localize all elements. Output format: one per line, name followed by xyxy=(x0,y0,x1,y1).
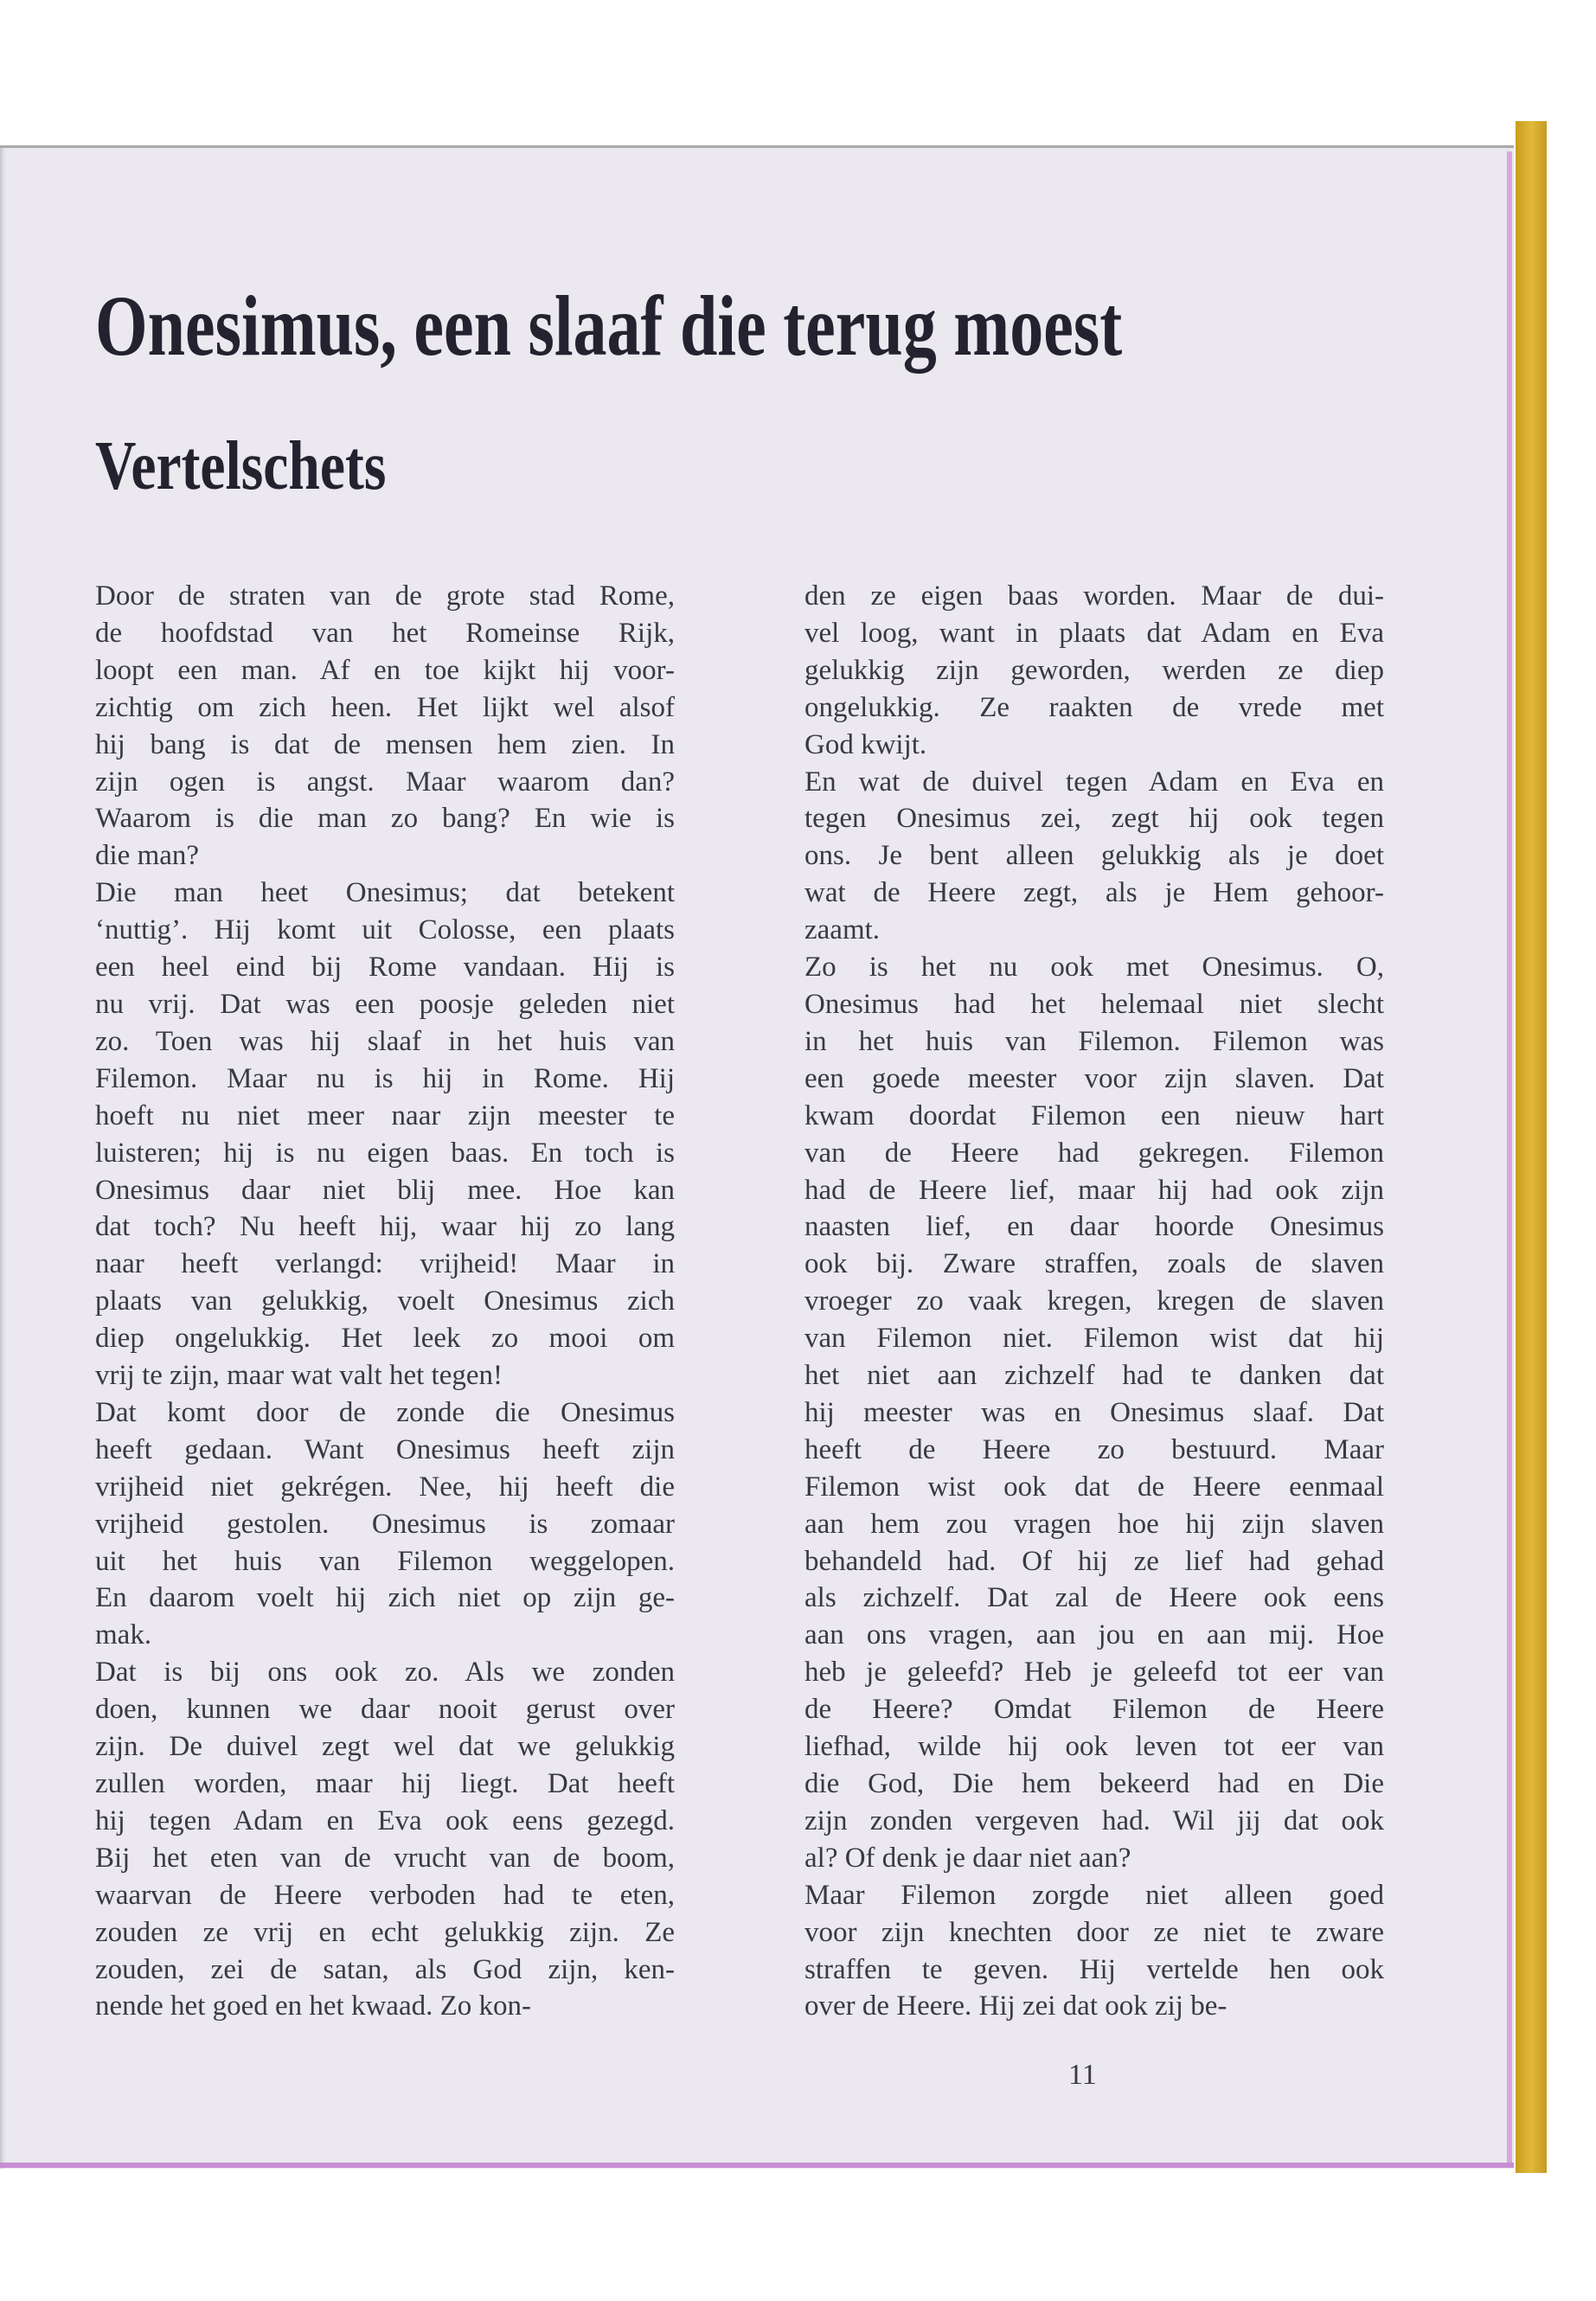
text-line: de hoofdstad van het Romeinse Rijk, xyxy=(95,617,675,649)
book-cover-edge xyxy=(1516,121,1547,2173)
text-line: heb je geleefd? Heb je geleefd tot eer van xyxy=(804,1657,1384,1689)
paragraph xyxy=(95,875,675,1394)
text-line: straffen te geven. Hij vertelde hen ook xyxy=(804,1953,1384,1985)
text-line: Filemon wist ook dat de Heere eenmaal xyxy=(804,1471,1384,1503)
text-line: nende het goed en het kwaad. Zo kon- xyxy=(95,1990,531,2022)
text-line: vel loog, want in plaats dat Adam en Eva xyxy=(804,617,1384,649)
text-line: loopt een man. Af en toe kijkt hij voor- xyxy=(95,654,675,686)
text-line: behandeld had. Of hij ze lief had gehad xyxy=(804,1545,1384,1577)
text-line: Dat is bij ons ook zo. Als we zonden xyxy=(95,1657,675,1689)
text-line: God kwijt. xyxy=(804,728,927,760)
text-line: naasten lief, en daar hoorde Onesimus xyxy=(804,1211,1384,1243)
text-column-right xyxy=(804,578,1384,2025)
text-line: wat de Heere zegt, als je Hem gehoor- xyxy=(804,877,1384,909)
text-line: zouden ze vrij en echt gelukkig zijn. Ze xyxy=(95,1916,675,1948)
text-line: de Heere? Omdat Filemon de Heere xyxy=(804,1694,1384,1726)
text-line: vrijheid gestolen. Onesimus is zomaar xyxy=(95,1508,675,1540)
paragraph xyxy=(95,578,675,875)
text-line: Bij het eten van de vrucht van de boom, xyxy=(95,1842,675,1874)
text-line: den ze eigen baas worden. Maar de dui- xyxy=(804,580,1384,612)
text-line: over de Heere. Hij zei dat ook zij be- xyxy=(804,1990,1227,2022)
text-line: Door de straten van de grote stad Rome, xyxy=(95,580,675,612)
text-line: Maar Filemon zorgde niet alleen goed xyxy=(804,1879,1384,1911)
text-line: waarvan de Heere verboden had te eten, xyxy=(95,1879,675,1911)
text-line: zijn. De duivel zegt wel dat we gelukkig xyxy=(95,1731,675,1763)
page-number: 11 xyxy=(1068,2059,1097,2091)
text-line: Waarom is die man zo bang? En wie is xyxy=(95,803,675,835)
text-line: naar heeft verlangd: vrijheid! Maar in xyxy=(95,1248,675,1280)
text-line: zouden, zei de satan, als God zijn, ken- xyxy=(95,1953,675,1985)
page-edge-bottom xyxy=(0,2163,1514,2168)
text-line: in het huis van Filemon. Filemon was xyxy=(804,1025,1384,1057)
paragraph xyxy=(804,949,1384,1877)
text-line: liefhad, wilde hij ook leven tot eer van xyxy=(804,1731,1384,1763)
text-line: nu vrij. Dat was een poosje geleden niet xyxy=(95,988,675,1020)
text-line: aan hem zou vragen hoe hij zijn slaven xyxy=(804,1508,1384,1540)
text-line: vrij te zijn, maar wat valt het tegen! xyxy=(95,1360,503,1392)
text-line: heeft gedaan. Want Onesimus heeft zijn xyxy=(95,1433,675,1465)
text-line: ook bij. Zware straffen, zoals de slaven xyxy=(804,1248,1384,1280)
text-line: heeft de Heere zo bestuurd. Maar xyxy=(804,1433,1384,1465)
text-line: zichtig om zich heen. Het lijkt wel alsof xyxy=(95,691,675,723)
page-edge-right xyxy=(1507,151,1512,2163)
text-line: die God, Die hem bekeerd had en Die xyxy=(804,1768,1384,1799)
text-line: zo. Toen was hij slaaf in het huis van xyxy=(95,1025,675,1057)
text-line: mak. xyxy=(95,1619,152,1651)
text-line: van de Heere had gekregen. Filemon xyxy=(804,1137,1384,1169)
text-line: doen, kunnen we daar nooit gerust over xyxy=(95,1694,675,1726)
text-line: als zichzelf. Dat zal de Heere ook eens xyxy=(804,1582,1384,1614)
text-line: plaats van gelukkig, voelt Onesimus zich xyxy=(95,1285,675,1317)
text-line: ‘nuttig’. Hij komt uit Colosse, een plaats xyxy=(95,914,675,946)
text-line: tegen Onesimus zei, zegt hij ook tegen xyxy=(804,803,1384,835)
text-line: zaamt. xyxy=(804,914,881,946)
text-column-left xyxy=(95,578,675,2025)
text-line: zullen worden, maar hij liegt. Dat heeft xyxy=(95,1768,675,1799)
text-line: een goede meester voor zijn slaven. Dat xyxy=(804,1062,1384,1094)
text-line: Zo is het nu ook met Onesimus. O, xyxy=(804,952,1384,984)
text-line: gelukkig zijn geworden, werden ze diep xyxy=(804,654,1384,686)
text-line: ongelukkig. Ze raakten de vrede met xyxy=(804,691,1384,723)
text-line: hoeft nu niet meer naar zijn meester te xyxy=(95,1099,675,1131)
text-line: Onesimus had het helemaal niet slecht xyxy=(804,988,1384,1020)
text-line: zijn ogen is angst. Maar waarom dan? xyxy=(95,766,675,798)
text-line: Die man heet Onesimus; dat betekent xyxy=(95,877,675,909)
text-line: Dat komt door de zonde die Onesimus xyxy=(95,1396,675,1428)
page-title: Onesimus, een slaaf die terug moest xyxy=(95,278,1123,374)
text-line: een heel eind bij Rome vandaan. Hij is xyxy=(95,952,675,984)
paragraph xyxy=(95,1654,675,2025)
paragraph xyxy=(804,578,1384,764)
text-line: uit het huis van Filemon weggelopen. xyxy=(95,1545,675,1577)
text-line: Filemon. Maar nu is hij in Rome. Hij xyxy=(95,1062,675,1094)
paragraph xyxy=(804,1877,1384,2026)
text-line: vroeger zo vaak kregen, kregen de slaven xyxy=(804,1285,1384,1317)
text-line: die man? xyxy=(95,840,200,872)
text-line: het niet aan zichzelf had te danken dat xyxy=(804,1360,1384,1392)
text-line: En wat de duivel tegen Adam en Eva en xyxy=(804,766,1384,798)
text-line: dat toch? Nu heeft hij, waar hij zo lang xyxy=(95,1211,675,1243)
paragraph xyxy=(804,764,1384,950)
text-line: hij bang is dat de mensen hem zien. In xyxy=(95,728,675,760)
text-line: Onesimus daar niet blij mee. Hoe kan xyxy=(95,1174,675,1206)
section-heading: Vertelschets xyxy=(95,428,387,504)
text-line: ons. Je bent alleen gelukkig als je doet xyxy=(804,840,1384,872)
text-line: kwam doordat Filemon een nieuw hart xyxy=(804,1099,1384,1131)
text-line: hij tegen Adam en Eva ook eens gezegd. xyxy=(95,1804,675,1836)
text-line: En daarom voelt hij zich niet op zijn ge- xyxy=(95,1582,675,1614)
text-line: hij meester was en Onesimus slaaf. Dat xyxy=(804,1396,1384,1428)
text-line: vrijheid niet gekrégen. Nee, hij heeft die xyxy=(95,1471,675,1503)
text-line: al? Of denk je daar niet aan? xyxy=(804,1842,1131,1874)
text-line: van Filemon niet. Filemon wist dat hij xyxy=(804,1323,1384,1355)
text-line: luisteren; hij is nu eigen baas. En toch is xyxy=(95,1137,675,1169)
text-line: diep ongelukkig. Het leek zo mooi om xyxy=(95,1323,675,1355)
text-line: zijn zonden vergeven had. Wil jij dat ook xyxy=(804,1804,1384,1836)
paragraph xyxy=(95,1394,675,1654)
text-line: voor zijn knechten door ze niet te zware xyxy=(804,1916,1384,1948)
text-line: had de Heere lief, maar hij had ook zijn xyxy=(804,1174,1384,1206)
text-line: aan ons vragen, aan jou en aan mij. Hoe xyxy=(804,1619,1384,1651)
